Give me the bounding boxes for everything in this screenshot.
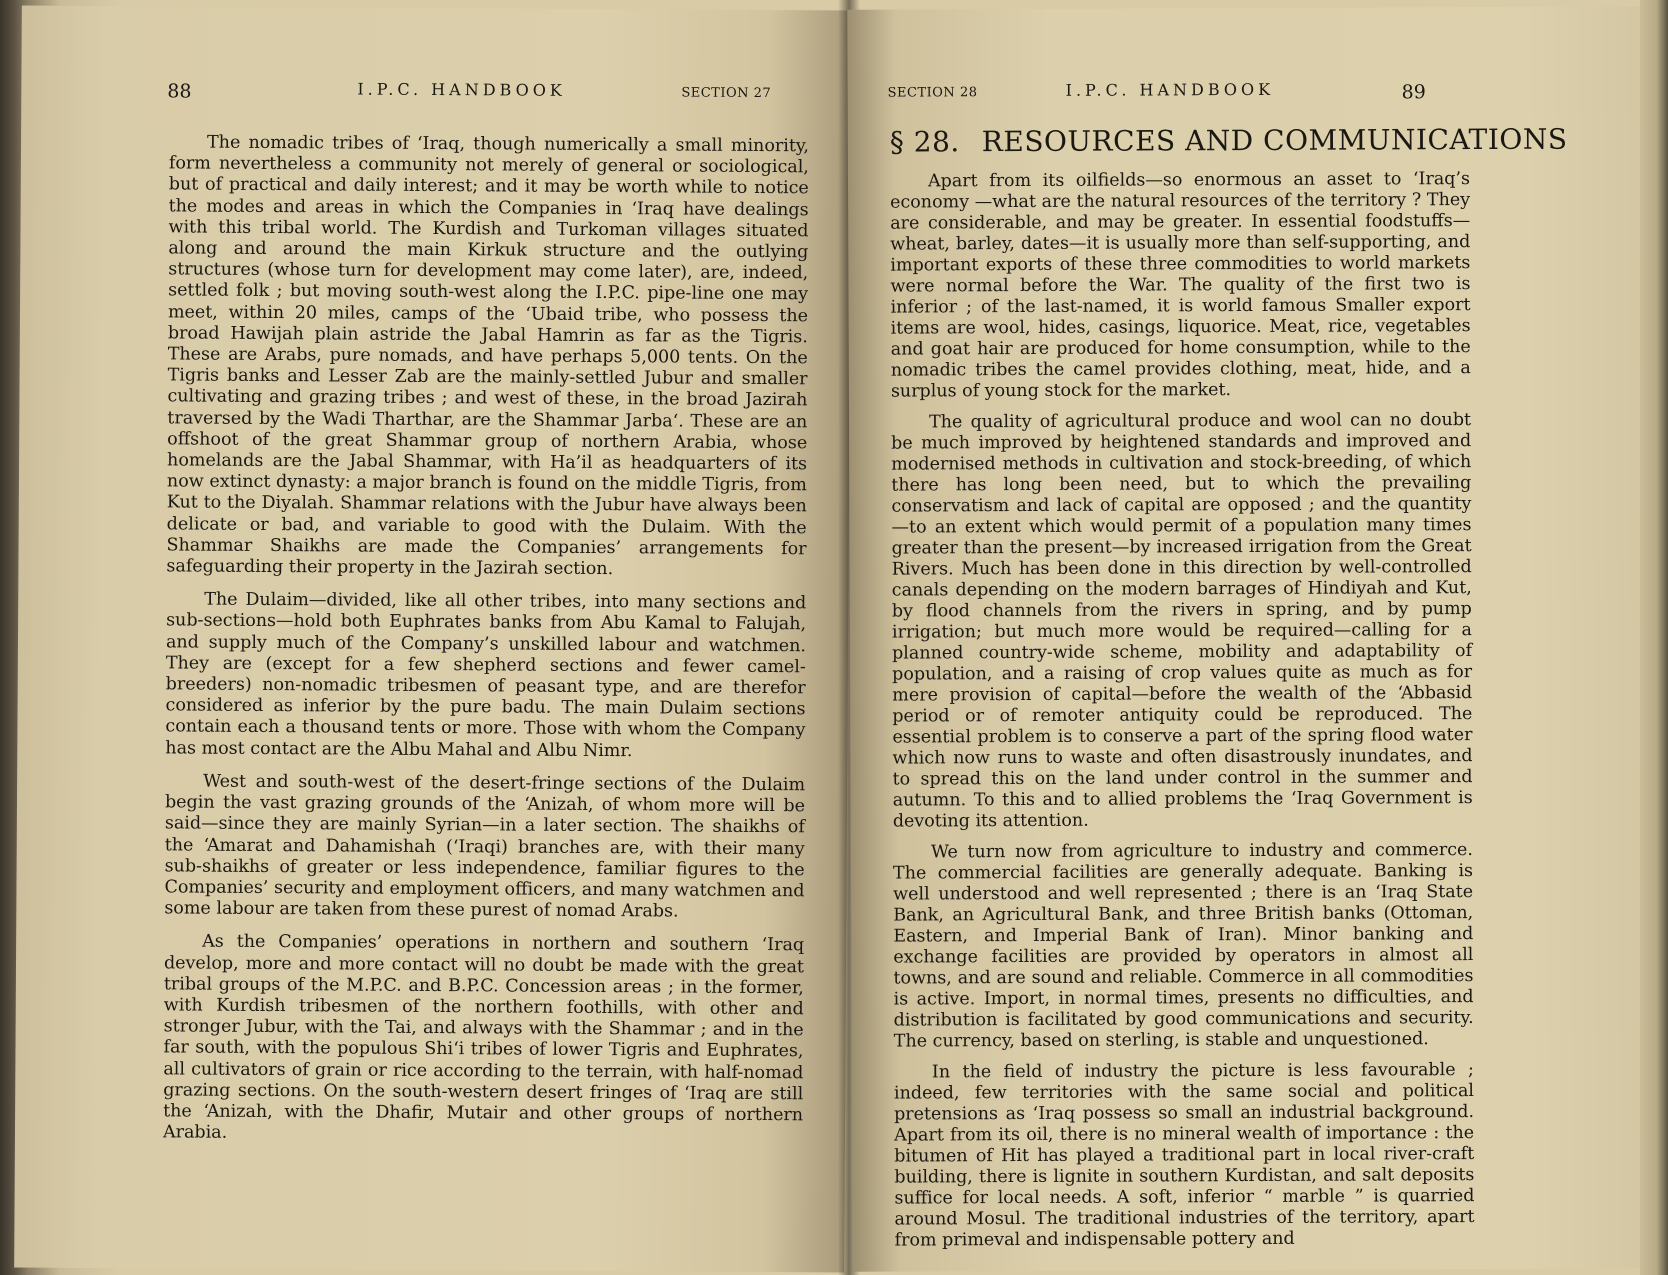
right-page bbox=[847, 6, 1652, 1271]
section-label-right: SECTION 28 bbox=[887, 85, 978, 101]
paragraph: The nomadic tribes of ‘Iraq, though numerically a small minority, form nevertheless a community not merely of general or sociological, but of practical and daily interest; and it may be worth while to notice the modes and areas in which the Companies in ‘Iraq have dealings with this tribal world. The Kurdish and Turkoman villages situated along and around the main Kirkuk structure and the outlying structures (whose turn for development may come later), are, indeed, settled folk ; but moving south-west along the I.P.C. pipe-line one may meet, within 20 miles, camps of the ‘Ubaid tribe, who possess the broad Hawijah plain astride the Jabal Hamrin as far as the Tigris. These are Arabs, pure nomads, and have perhaps 5,000 tents. On the Tigris banks and Lesser Zab are the mainly-settled Jubur and smaller cultivating and grazing tribes ; and west of these, in the broad Jazirah traversed by the Wadi Tharthar, are the Shammar Jarba‘. These are an offshoot of the great Shammar group of northern Arabia, whose homelands are the Jabal Shammar, with Ha’il as headquarters of its now extinct dynasty: a major branch is found on the middle Tigris, from Kut to the Diyalah. Shammar relations with the Jubur have always been delicate or bad, and variable to good with the Dulaim. With the Shammar Shaikhs are made the Companies’ arrangements for safeguarding their property in the Jazirah section. bbox=[166, 132, 810, 580]
page-number-right: 89 bbox=[1401, 81, 1426, 104]
paragraph: West and south-west of the desert-fringe sections of the Dulaim begin the vast grazing grounds of the ‘Anizah, of whom more will be said—since they are mainly Syrian—in a later section. The shaikhs of the ‘Amarat and Dahamishah (‘Iraqi) branches are, with their many sub-shaikhs of greater or less independence, familiar figures to the Companies’ security and employment officers, and many watchmen and some labour are taken from these purest of nomad Arabs. bbox=[164, 771, 806, 922]
section-symbol: § 28. bbox=[889, 125, 960, 159]
paragraph: As the Companies’ operations in northern and southern ‘Iraq develop, more and more contact will no doubt be made with the great tribal groups of the M.P.C. and B.P.C. Concession areas ; in the former, with Kurdish tribesmen of the northern foothills, with other and stronger Jubur, with the Tai, and always with the Shammar ; and in the far south, with the populous Shi‘i tribes of lower Tigris and Euphrates, all cultivators of grain or rice according to the terrain, with half-nomad grazing sections. On the south-western desert fringes of ‘Iraq are still the ‘Anizah, with the Dhafir, Mutair and other groups of northern Arabia. bbox=[162, 931, 805, 1143]
section-heading: RESOURCES AND COMMUNICATIONS bbox=[981, 122, 1568, 159]
page-edge bbox=[1640, 0, 1668, 1275]
section-label-left: SECTION 27 bbox=[681, 85, 772, 102]
paragraph: The Dulaim—divided, like all other tribes, into many sections and sub-sections—hold both Euphrates banks from Abu Kamal to Falujah, and supply much of the Company’s unskilled labour and watchmen. They are (except for a few shepherd sections and fewer camel-breeders) non-nomadic tribesmen of peasant type, and are therefor considered as inferior by the pure badu. The main Dulaim sections contain each a thousand tents or more. Those with whom the Company has most contact are the Albu Mahal and Albu Nimr. bbox=[165, 589, 807, 761]
page-number-left: 88 bbox=[167, 80, 192, 103]
left-page bbox=[14, 5, 852, 1272]
paragraph: In the field of industry the picture is less favourable ; indeed, few territories with the same social and political pretensions as ‘Iraq possess so small an industrial background. Apart from its oil, there is no mineral wealth of importance : the bitumen of Hit has played a traditional part in local river-craft building, there is lignite in southern Kurdistan, and salt deposits suffice for local needs. A soft, inferior “ marble ” is quarried around Mosul. The traditional industries of the territory, apart from primeval and indispensable pottery and bbox=[893, 1060, 1475, 1251]
paragraph: We turn now from agriculture to industry and commerce. The commercial facilities are generally adequate. Banking is well understood and well represented ; there is an ‘Iraq State Bank, an Agricultural Bank, and three British banks (Ottoman, Eastern, and Imperial Bank of Iran). Minor banking and exchange facilities are provided by operators in almost all towns, and are sound and reliable. Commerce in all commodities is active. Import, in normal times, presents no difficulties, and distribution is facilitated by good communications and security. The currency, based on sterling, is stable and unquestioned. bbox=[892, 840, 1474, 1052]
running-head-right: I.P.C. HANDBOOK bbox=[1065, 79, 1275, 100]
paragraph: Apart from its oilfields—so enormous an asset to ‘Iraq’s economy —what are the natural resources of the territory ? They are considerable, and may be greater. In essential foodstuffs—wheat, barley, dates—it is usually more than self-supporting, and important exports of these three commodities to world markets were normal before the War. The quality of the first two is inferior ; of the last-named, it is world famous Smaller export items are wool, hides, casings, liquorice. Meat, rice, vegetables and goat hair are produced for home consumption, while to the nomadic tribes the camel provides clothing, meat, hide, and a surplus of young stock for the market. bbox=[890, 169, 1471, 402]
paragraph: The quality of agricultural produce and wool can no doubt be much improved by heightened standards and improved and modernised methods in cultivation and stock-breeding, of which there has long been need, but to which the prevailing conservatism and lack of capital are opposed ; and the quantity—to an extent which would permit of a population many times greater than the present—by increased irrigation from the Great Rivers. Much has been done in this direction by well-controlled canals depending on the modern barrages of Hindiyah and Kut, by flood channels from the rivers in spring, and by pump irrigation; but much more would be required—calling for a planned country-wide scheme, mobility and adaptability of population, and a raising of crop values quite as much as for mere provision of capital—before the wealth of the ‘Abbasid period or of remoter antiquity could be reproduced. The essential problem is to conserve a part of the spring flood water which now runs to waste and often disastrously inundates, and to spread this on the land under control in the summer and autumn. To this and to allied problems the ‘Iraq Government is devoting its attention. bbox=[891, 410, 1473, 832]
right-page-body bbox=[890, 169, 1475, 1262]
section-title bbox=[890, 123, 1568, 159]
running-head-left: I.P.C. HANDBOOK bbox=[357, 79, 566, 100]
left-page-body bbox=[163, 132, 809, 1159]
